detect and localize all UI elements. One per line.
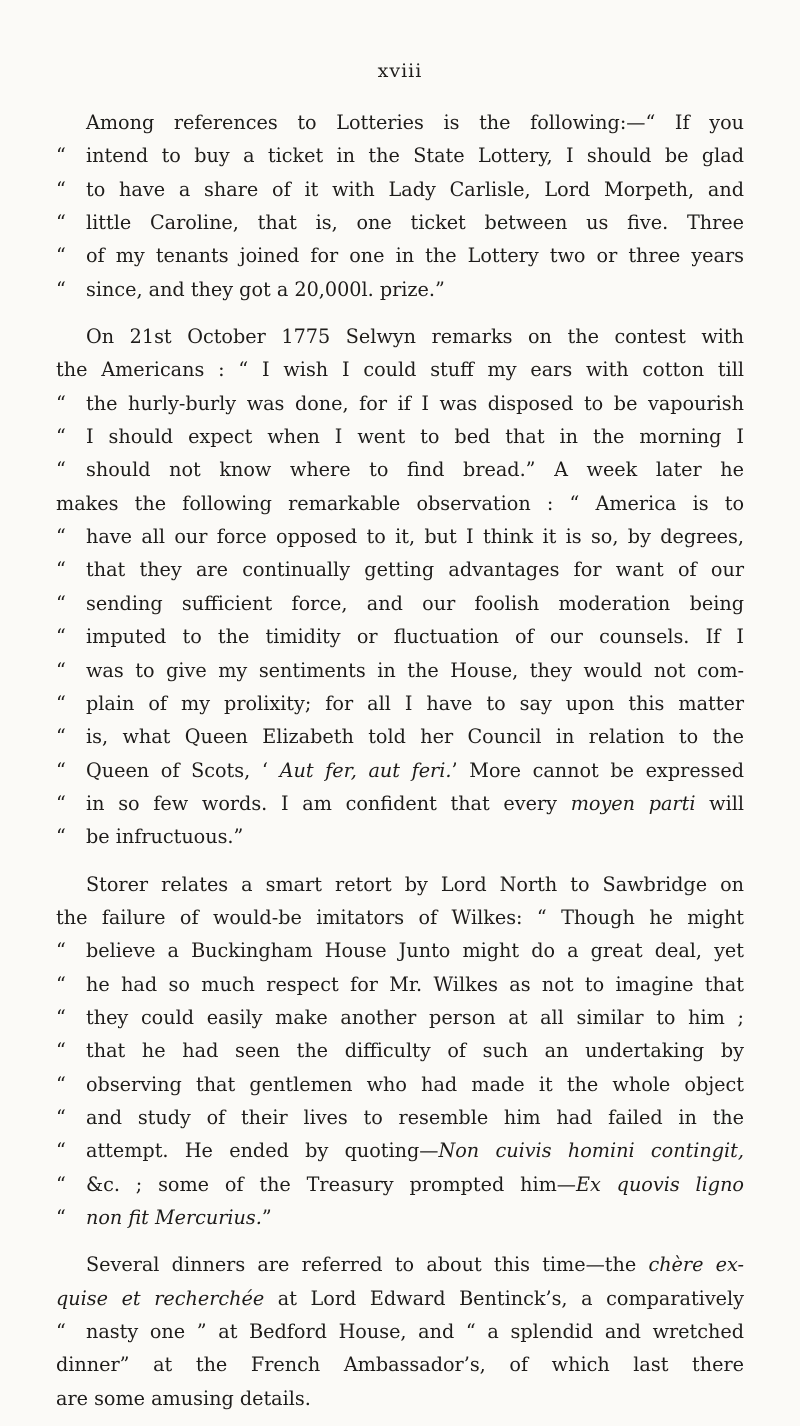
text-line: are some amusing details. — [56, 1386, 311, 1410]
text-line: “ the hurly-burly was done, for if I was disposed to be vapourish — [56, 391, 744, 415]
paragraph — [56, 868, 744, 1235]
text-line: “ Queen of Scots, ‘ Aut fer, aut feri.’ More cannot be expressed — [56, 758, 745, 782]
text-line: “ imputed to the timidity or fluctuation of our counsels. If I — [56, 625, 744, 649]
text-line: “ that they are continually getting advantages for want of our — [56, 558, 744, 582]
text-line: quise et recherchée at Lord Edward Bentinck’s, a comparatively — [56, 1286, 744, 1310]
text-line: Storer relates a smart retort by Lord North to Sawbridge on — [86, 872, 744, 896]
text-line: “ they could easily make another person at all similar to him ; — [56, 1005, 744, 1029]
text-line: “ that he had seen the difficulty of such an undertaking by — [56, 1039, 744, 1063]
text-line: “ I should expect when I went to bed that in the morning I — [56, 425, 744, 449]
text-line: dinner” at the French Ambassador’s, of which last there — [56, 1353, 744, 1377]
text-line: Among references to Lotteries is the following:—“ If you — [86, 111, 744, 134]
text-line: the failure of would-be imitators of Wilkes: “ Though he might — [56, 905, 744, 929]
text-line: “ since, and they got a 20,000l. prize.” — [56, 277, 445, 301]
body-text — [56, 106, 744, 1415]
text-line: “ attempt. He ended by quoting—Non cuivis homini contingit, — [56, 1139, 744, 1163]
text-line: “ intend to buy a ticket in the State Lottery, I should be glad — [56, 144, 744, 168]
text-line: the Americans : “ I wish I could stuff my ears with cotton till — [56, 358, 744, 382]
paragraph — [56, 320, 744, 854]
text-line: “ plain of my prolixity; for all I have to say upon this matter — [56, 691, 744, 715]
text-line: makes the following remarkable observation : “ America is to — [56, 491, 744, 515]
text-line: “ non fit Mercurius.” — [56, 1206, 272, 1229]
text-line: Several dinners are referred to about this time—the chère ex- — [86, 1253, 744, 1277]
text-line: “ he had so much respect for Mr. Wilkes as not to imagine that — [56, 972, 744, 996]
text-line: “ observing that gentlemen who had made it the whole object — [56, 1072, 744, 1096]
text-line: “ to have a share of it with Lady Carlisle, Lord Morpeth, and — [56, 177, 744, 201]
text-line: “ of my tenants joined for one in the Lottery two or three years — [56, 244, 744, 268]
text-line: “ &c. ; some of the Treasury prompted him—Ex quovis ligno — [56, 1172, 744, 1196]
text-line: “ and study of their lives to resemble him had failed in the — [56, 1105, 744, 1129]
page-number: xviii — [377, 60, 423, 82]
text-line: On 21st October 1775 Selwyn remarks on the contest with — [86, 325, 744, 349]
text-line: “ believe a Buckingham House Junto might do a great deal, yet — [56, 939, 744, 963]
text-line: “ sending sufficient force, and our foolish moderation being — [56, 591, 744, 615]
paragraph — [56, 1248, 744, 1415]
text-line: “ is, what Queen Elizabeth told her Council in relation to the — [56, 725, 744, 749]
text-line: “ nasty one ” at Bedford House, and “ a splendid and wretched — [56, 1320, 744, 1344]
text-line: “ should not know where to find bread.” A week later he — [56, 458, 744, 482]
text-line: “ was to give my sentiments in the House, they would not com- — [56, 658, 744, 682]
paragraph — [56, 106, 744, 306]
text-line: “ be infructuous.” — [56, 825, 244, 849]
text-line: “ little Caroline, that is, one ticket between us five. Three — [56, 211, 744, 235]
text-line: “ in so few words. I am confident that every moyen parti will — [56, 791, 745, 815]
text-line: “ have all our force opposed to it, but I think it is so, by degrees, — [56, 525, 744, 549]
